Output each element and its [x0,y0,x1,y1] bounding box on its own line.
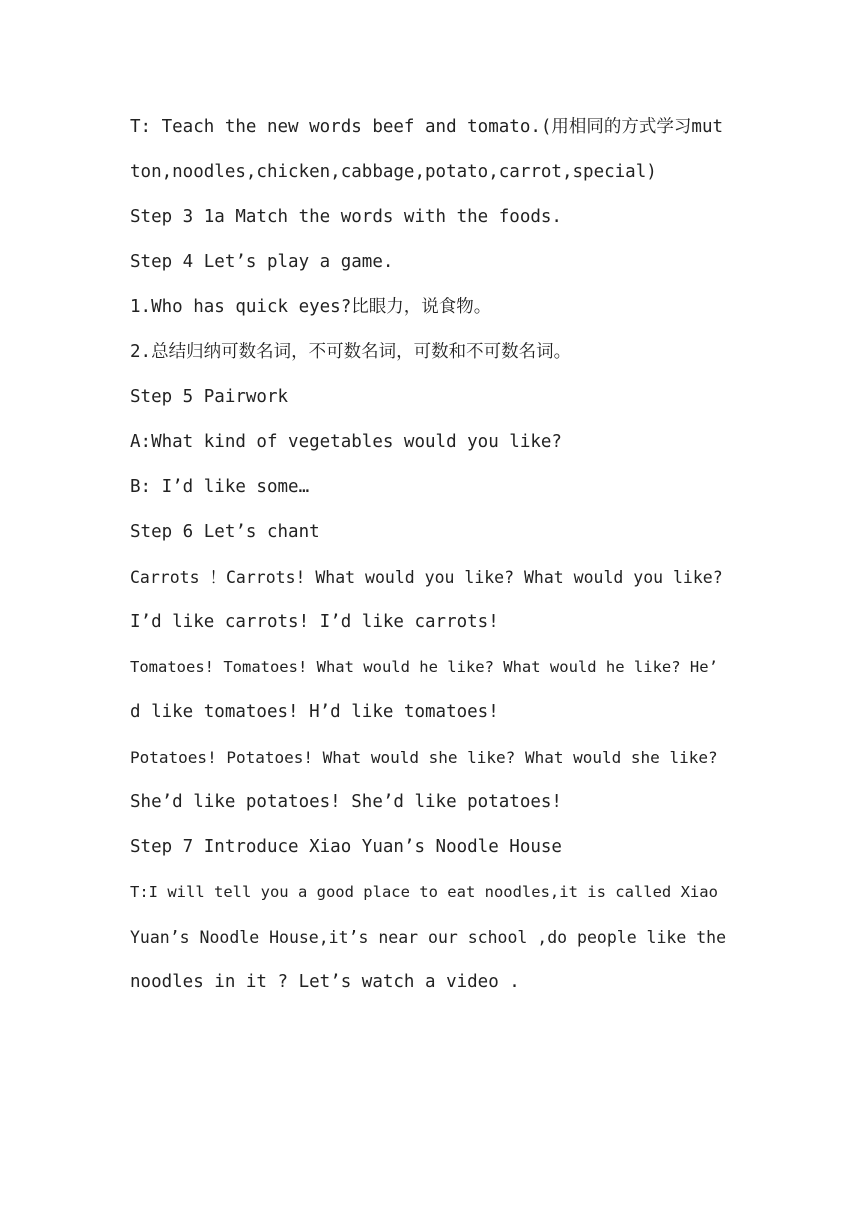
text-line: She’d like potatoes! She’d like potatoes! [130,792,562,812]
text-line: noodles in it ? Let’s watch a video . [130,972,520,992]
text-line: d like tomatoes! H’d like tomatoes! [130,702,499,722]
text-line: A:What kind of vegetables would you like? [130,432,562,452]
text-line: ton,noodles,chicken,cabbage,potato,carrot,special) [130,162,657,182]
text-line: T: Teach the new words beef and tomato.(用相同的方式学习mut [130,117,724,137]
text-line: 1.Who has quick eyes?比眼力，说食物。 [130,297,492,317]
text-line: I’d like carrots! I’d like carrots! [130,612,499,632]
text-line: Step 6 Let’s chant [130,522,320,542]
text-line: T:I will tell you a good place to eat noodles,it is called Xiao [130,883,718,901]
text-line: Step 3 1a Match the words with the foods. [130,207,562,227]
text-line: Step 4 Let’s play a game. [130,252,394,272]
text-line: Step 5 Pairwork [130,387,289,407]
text-line: Step 7 Introduce Xiao Yuan’s Noodle House [130,837,562,857]
text-line: 2.总结归纳可数名词，不可数名词，可数和不可数名词。 [130,342,572,362]
text-line: Potatoes! Potatoes! What would she like? What would she like? [130,748,718,767]
text-line: Tomatoes! Tomatoes! What would he like? What would he like? He’ [130,658,718,676]
text-line: B: I’d like some… [130,477,310,497]
document-body [130,105,730,1005]
text-line: Yuan’s Noodle House,it’s near our school ,do people like the [130,928,727,947]
text-line: Carrots ！Carrots! What would you like? What would you like? [130,568,723,587]
